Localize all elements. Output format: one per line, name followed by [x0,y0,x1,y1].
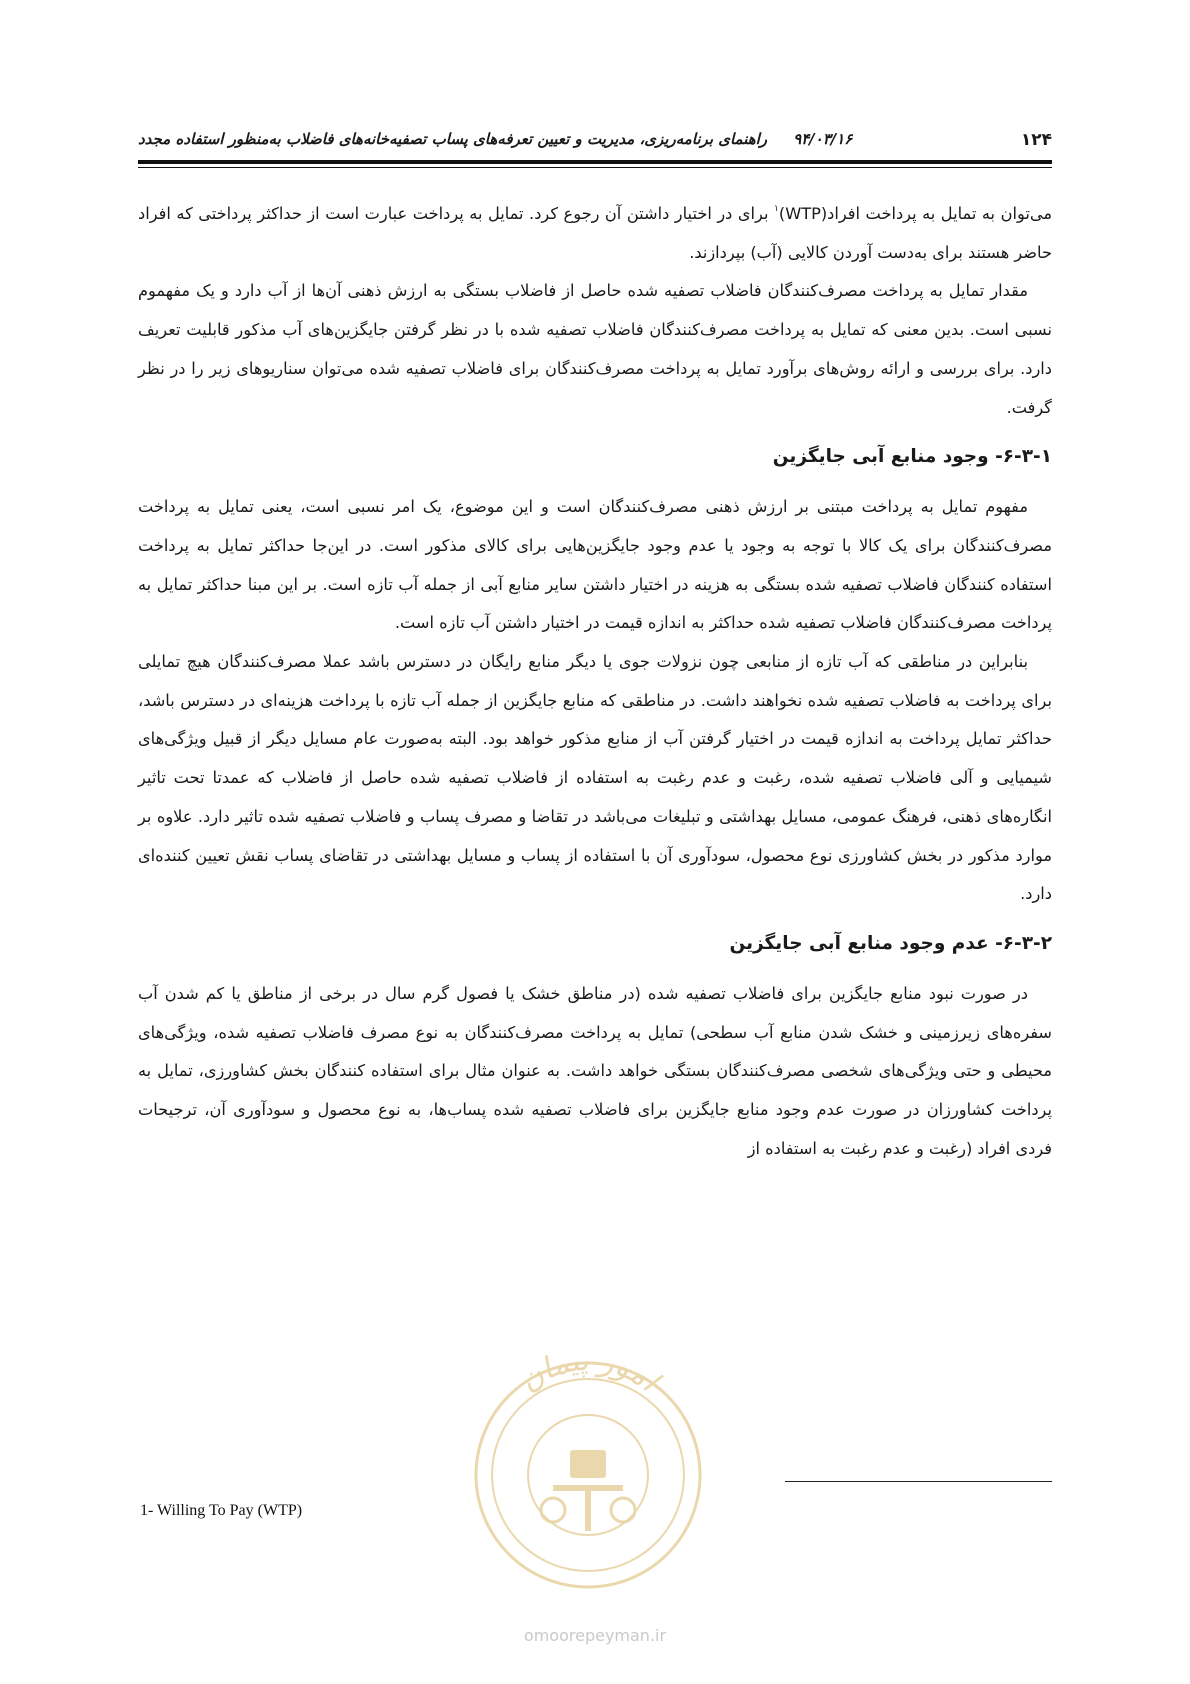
document-code: ۹۴/۰۳/۱۶ [793,130,853,148]
paragraph-text: برای در اختیار داشتن آن رجوع کرد. تمایل به پرداخت عبارت است از حداکثر پرداختی که افراد حاضر هستند برای به‌دست آوردن کالایی (آب) بپردازند. [138,204,1052,262]
watermark-seal-icon [458,1310,718,1610]
header-rule-thin [138,167,1052,168]
paragraph-intro-2: مقدار تمایل به پرداخت مصرف‌کنندگان فاضلاب تصفیه شده حاصل از فاضلاب بستگی به ارزش ذهنی آن‌ها از آب دارد و یک مفهموم نسبی است. بدین معنی که تمایل به پرداخت مصرف‌کنندگان فاضلاب تصفیه شده با در نظر گرفتن جایگزین‌های آب مذکور قابلیت تعریف دارد. برای بررسی و ارائه روش‌های برآورد تمایل به پرداخت مصرف‌کنندگان برای فاضلاب تصفیه شده می‌توان سناریوهای زیر را در نظر گرفت. [138,281,1052,417]
paragraph-section1-1: مفهوم تمایل به پرداخت مبتنی بر ارزش ذهنی مصرف‌کنندگان است و این موضوع، یک امر نسبی است، یعنی تمایل به پرداخت مصرف‌کنندگان برای یک کالا با توجه به وجود یا عدم وجود جایگزین‌هایی برای کالای مذکور است. در این‌جا حداکثر تمایل به پرداخت استفاده کنندگان فاضلاب تصفیه شده بستگی به هزینه در اختیار داشتن سایر منابع آبی از جمله آب تازه است. بر این مبنا حداکثر تمایل به پرداخت مصرف‌کنندگان فاضلاب تصفیه شده حداکثر به اندازه قیمت در اختیار داشتن آب تازه است. [138,497,1052,633]
page-body [138,190,1052,1168]
paragraph-section2-1: در صورت نبود منابع جایگزین برای فاضلاب تصفیه شده (در مناطق خشک یا فصول گرم سال در برخی از مناطق یا کم شدن آب سفره‌های زیرزمینی و خشک شدن منابع آب سطحی) تمایل به پرداخت مصرف‌کنندگان به نوع مصرف فاضلاب تصفیه شده، ویژگی‌های محیطی و حتی ویژگی‌های شخصی مصرف‌کنندگان بستگی خواهد داشت. به عنوان مثال برای استفاده کنندگان بخش کشاورزی، تمایل به پرداخت کشاورزان در صورت عدم وجود منابع جایگزین برای فاضلاب تصفیه شده پساب‌ها، به نوع محصول و سودآوری آن، ترجیحات فردی افراد (رغبت و عدم رغبت به استفاده از [138,983,1052,1158]
paragraph-intro-1 [138,190,1052,272]
seal-text: امور پیمان [512,1342,665,1399]
header-rule-thick [138,160,1052,164]
footnote-marker[interactable]: ۱ [774,204,779,214]
page-number: ۱۲۴ [1020,130,1052,150]
document-title: راهنمای برنامه‌ریزی، مدیریت و تعیین تعرفه‌های پساب تصفیه‌خانه‌های فاضلاب به‌منظور استفاده مجدد [138,130,768,148]
paragraph-text: می‌توان به تمایل به پرداخت افراد(WTP) [778,204,1052,223]
section-heading-2: ۶-۳-۲- عدم وجود منابع آبی جایگزین [729,932,1052,954]
running-title [138,130,852,148]
seal-emblem [541,1450,635,1531]
footnote: 1- Willing To Pay (WTP) [140,1502,303,1519]
watermark-url: omoorepeyman.ir [523,1626,667,1645]
paragraph-section1-2: بنابراین در مناطقی که آب تازه از منابعی چون نزولات جوی یا دیگر منابع رایگان در دسترس باشد عملا مصرف‌کنندگان هیچ تمایلی برای پرداخت به فاضلاب تصفیه شده نخواهند داشت. در مناطقی که منابع جایگزین از جمله آب تازه با پرداخت هزینه‌ای در دسترس باشد، حداکثر تمایل پرداخت به اندازه قیمت در اختیار گرفتن آب از منابع مذکور خواهد بود. البته به‌صورت عام مسایل دیگر از قبیل ویژگی‌های شیمیایی و آلی فاضلاب تصفیه شده، رغبت و عدم رغبت به استفاده از فاضلاب تصفیه شده حاصل از فاضلاب که عمدتا تحت تاثیر انگاره‌های ذهنی، فرهنگ عمومی، مسایل بهداشتی و تبلیغات می‌باشد در تقاضا و مصرف پساب و فاضلاب تصفیه شده تاثیر دارد. علاوه بر موارد مذکور در بخش کشاورزی نوع محصول، سودآوری آن با استفاده از پساب و مسایل بهداشتی در تقاضای پساب نقش تعیین کننده‌ای دارد. [138,652,1052,904]
footnote-separator [785,1481,1052,1482]
page-header [138,124,1052,154]
section-heading-1: ۶-۳-۱- وجود منابع آبی جایگزین [772,446,1052,468]
